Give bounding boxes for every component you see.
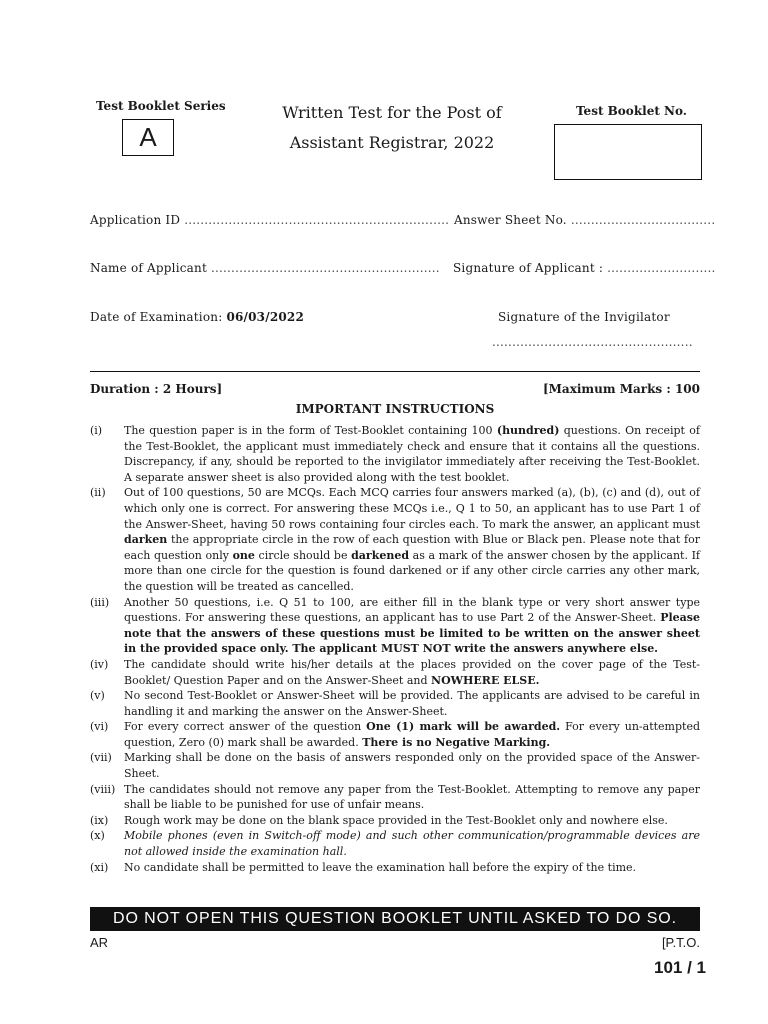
instruction-number: (vii)	[90, 751, 112, 765]
maximum-marks: [Maximum Marks : 100	[542, 382, 700, 396]
instruction-text-part: Another 50 questions, i.e. Q 51 to 100, are either fill in the blank type or very short answer type questions. For answering these questions, an applicant has to use Part 2 of the Answer-Sheet.	[124, 595, 700, 625]
instruction-text-bold: NOWHERE ELSE.	[431, 673, 540, 687]
answer-sheet-no-field	[454, 213, 715, 227]
title-line-1: Written Test for the Post of	[282, 103, 502, 122]
instruction-text-part: For every un-attempted question, Zero (0) mark shall be awarded.	[124, 720, 700, 749]
test-booklet-series-value: A	[139, 122, 157, 152]
signature-of-applicant-blank: ...........................	[607, 261, 716, 275]
name-of-applicant-blank: .........................................................	[210, 261, 440, 275]
duration: Duration : 2 Hours]	[90, 382, 223, 396]
instruction-text-part: circle should be	[254, 548, 352, 562]
instruction-number: (iv)	[90, 657, 109, 671]
instruction-text-part: the appropriate circle in the row of each question with Blue or Black pen. Please note that for each question only	[124, 533, 700, 562]
instruction-text-part: Out of 100 questions, 50 are MCQs. Each MCQ carries four answers marked (a), (b), (c) and (d), out of which only one is correct. For answering these MCQs i.e., Q 1 to 50, an applicant has to use Part 1 of the Answer-Sheet, having 50 rows containing four circles each. To mark the answer, an applicant must	[124, 486, 700, 531]
instruction-text	[124, 860, 700, 876]
instruction-text	[124, 688, 700, 719]
answer-sheet-no-blank: ....................................	[570, 213, 716, 227]
instruction-number: (viii)	[90, 782, 116, 796]
instruction-number: (ix)	[90, 813, 109, 827]
application-id-blank: ..................................................................	[184, 213, 450, 227]
instruction-text-bold: There is no Negative Marking.	[362, 735, 551, 749]
instruction-text-part: The candidate should write his/her details at the places provided on the cover page of the Test-Booklet/ Question Paper and on the Answer-Sheet and	[124, 657, 700, 687]
instruction-item	[90, 688, 700, 719]
instructions-heading: IMPORTANT INSTRUCTIONS	[295, 402, 495, 416]
instruction-text	[124, 423, 700, 485]
instruction-text-part: questions. On receipt of the Test-Booklet, the applicant must immediately check and ensure that it contains all the questions. Discrepancy, if any, should be reported to the invigilator immediately after receiving the Test-Booklet. A separate answer sheet is also provided along with the test booklet.	[124, 424, 700, 484]
instruction-text	[124, 782, 700, 813]
document-title	[262, 98, 522, 158]
instruction-text-bold: one	[232, 548, 255, 562]
application-id-label: Application ID	[90, 213, 181, 227]
instruction-number: (iii)	[90, 595, 110, 609]
test-booklet-no-box	[554, 124, 702, 180]
instruction-text-part: Marking shall be done on the basis of answers responded only on the provided space of the Answer-Sheet.	[124, 751, 700, 781]
signature-of-applicant-label: Signature of Applicant :	[453, 261, 604, 275]
please-turn-over: [P.T.O.	[661, 935, 700, 950]
test-booklet-series-box	[122, 119, 174, 156]
signature-of-applicant-field	[453, 261, 716, 275]
test-booklet-series-label: Test Booklet Series	[96, 99, 226, 113]
footer-code: AR	[90, 935, 109, 950]
instruction-text-part: The candidates should not remove any paper from the Test-Booklet. Attempting to remove any paper shall be liable to be punished for use of unfair means.	[124, 782, 700, 812]
page-code: 101 / 1	[654, 958, 706, 977]
instruction-text	[124, 657, 700, 688]
instruction-number: (ii)	[90, 486, 106, 500]
instruction-text-bold: (hundred)	[496, 424, 560, 437]
instruction-item	[90, 782, 700, 813]
instruction-number: (x)	[90, 829, 105, 843]
instruction-item	[90, 485, 700, 594]
instruction-item	[90, 423, 700, 485]
date-of-examination-field	[90, 310, 304, 324]
instruction-text-part: For every correct answer of the question	[124, 720, 367, 734]
instruction-item	[90, 860, 700, 876]
date-of-examination-value: 06/03/2022	[226, 310, 305, 324]
instruction-text	[124, 595, 700, 657]
instruction-text	[124, 828, 700, 859]
instruction-number: (v)	[90, 689, 105, 703]
date-of-examination-label: Date of Examination:	[90, 310, 223, 324]
do-not-open-banner: DO NOT OPEN THIS QUESTION BOOKLET UNTIL ASKED TO DO SO.	[90, 907, 700, 931]
instruction-text-part: No candidate shall be permitted to leave the examination hall before the expiry of the time.	[124, 860, 637, 874]
instruction-text-part: as a mark of the answer chosen by the applicant. If more than one circle for the question is found darkened or if any other circle carries any other mark, the question will be treated as cancelled.	[124, 548, 700, 593]
title-line-2: Assistant Registrar, 2022	[289, 133, 495, 152]
signature-of-invigilator-label: Signature of the Invigilator	[498, 310, 670, 324]
instruction-text-part: No second Test-Booklet or Answer-Sheet will be provided. The applicants are advised to be careful in handling it and marking the answer on the Answer-Sheet.	[124, 689, 700, 718]
application-id-field	[90, 213, 449, 227]
instruction-text	[124, 813, 700, 829]
instruction-text-bold: darken	[124, 533, 168, 547]
test-booklet-no-label: Test Booklet No.	[576, 104, 687, 118]
instruction-text-part: Mobile phones (even in Switch-off mode) and such other communication/programmable devices are not allowed inside the examination hall.	[124, 829, 700, 859]
instruction-item	[90, 595, 700, 657]
name-of-applicant-field	[90, 261, 440, 275]
signature-of-invigilator-blank: ..................................................	[492, 335, 693, 349]
instruction-number: (vi)	[90, 720, 109, 734]
instruction-item	[90, 750, 700, 781]
answer-sheet-no-label: Answer Sheet No.	[454, 213, 567, 227]
instruction-item	[90, 719, 700, 750]
instruction-text-bold: Please note that the answers of these questions must be limited to be written on the answer sheet in the provided space only. The applicant MUST NOT write the answers anywhere else.	[124, 611, 700, 656]
name-of-applicant-label: Name of Applicant	[90, 261, 207, 275]
instructions-list	[90, 423, 700, 875]
header-divider	[90, 371, 700, 372]
instruction-item	[90, 828, 700, 859]
instruction-text-bold: One (1) mark will be awarded.	[366, 720, 561, 734]
instruction-number: (xi)	[90, 860, 109, 874]
instruction-text	[124, 485, 700, 594]
instruction-text-bold: darkened	[351, 548, 410, 562]
instruction-text	[124, 750, 700, 781]
instruction-item	[90, 657, 700, 688]
instruction-item	[90, 813, 700, 829]
instruction-text-part: The question paper is in the form of Test-Booklet containing 100	[124, 424, 497, 437]
instruction-text	[124, 719, 700, 750]
instruction-number: (i)	[90, 424, 103, 437]
instruction-text-part: Rough work may be done on the blank space provided in the Test-Booklet only and nowhere else.	[124, 813, 668, 827]
